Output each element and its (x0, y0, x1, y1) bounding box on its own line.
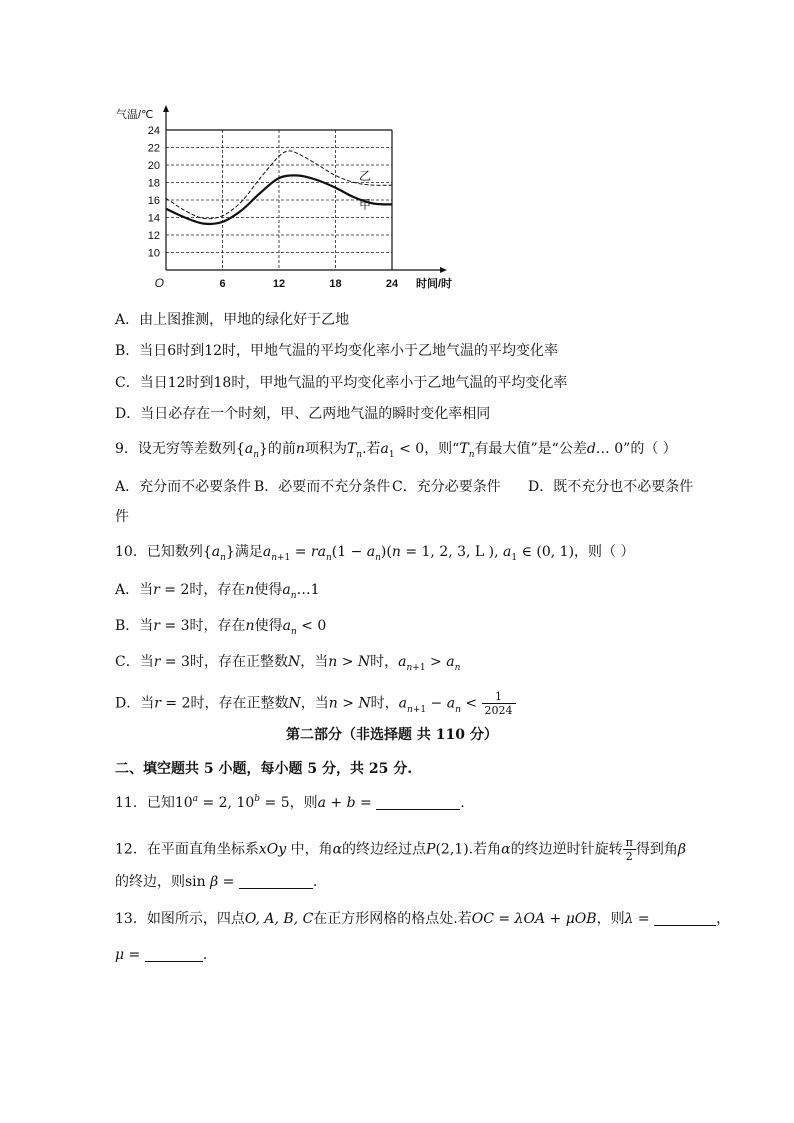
q11-stem: 11．已知$10^a = 2$, $10^b = 5$，则a + b = . (115, 794, 465, 811)
q8-option-a: A．由上图推测，甲地的绿化好于乙地 (115, 312, 350, 328)
answer-blank-lambda[interactable] (654, 911, 716, 926)
y-tick-22: 22 (147, 142, 160, 155)
q12-stem: 12．在平面直角坐标系xOy 中，角α的终边经过点P(2,1).若角α的终边逆时针旋转 $\frac{\pi}{2}$ 得到角β (115, 836, 686, 863)
x-axis-arrow (440, 267, 447, 273)
answer-blank-mu[interactable] (145, 947, 203, 962)
q8-option-d: D．当日必存在一个时刻，甲、乙两地气温的瞬时变化率相同 (115, 406, 491, 422)
q13-stem: 13．如图所示，四点O, A, B, C在正方形网格的格点处.若OC = λOA + μOB，则λ = ， (115, 911, 731, 927)
fraction-pi-over-2: $\frac{\pi}{2}$ (623, 836, 636, 863)
x-tick-6: 6 (219, 278, 226, 290)
y-tick-14: 14 (147, 212, 160, 225)
q9-option-c: C．充分必要条件 (392, 479, 501, 495)
q10-option-a: A．当r = 2时，存在n使得$a_n\dots 1$ (115, 582, 320, 601)
x-tick-24: 24 (385, 278, 399, 290)
q10-stem: 10．已知数列$\{a_n\}$满足$a_{n+1} = ra_n(1 - a_n)(n = 1$, 2, 3, L ), $a_1$ ∈ (0, 1)，则（ ） (115, 544, 635, 563)
q10-option-b: B．当r = 3时，存在n使得$a_n < 0$ (115, 618, 327, 637)
origin-label: O (154, 276, 164, 290)
q10-option-c: C．当r = 3时，存在正整数N，当n > N时，$a_{n+1} > a_n$ (115, 654, 461, 673)
answer-blank[interactable] (376, 795, 460, 810)
y-tick-20: 20 (147, 160, 160, 172)
part2-title: 第二部分（非选择题 共 110 分） (286, 727, 498, 743)
y-axis-arrow (163, 105, 169, 112)
q9-option-a: A．充分而不必要条件 (115, 479, 252, 495)
q9-stem: 9．设无穷等差数列$\{a_n\}$的前n项积为$T_n$.若$a_1 < 0$，则“$T_n$有最大值”是“公差d… 0”的（ ） (115, 441, 677, 460)
q9-option-b: B．必要而不充分条件 (254, 479, 391, 495)
y-tick-18: 18 (147, 177, 160, 190)
fraction-1-over-2024: $\frac{1}{2024}$ (482, 690, 516, 717)
q12-stem-line2: 的终边，则sin β = . (115, 874, 318, 890)
answer-blank[interactable] (239, 874, 313, 889)
q9-option-d: D．既不充分也不必要条件 (528, 479, 694, 495)
x-axis-label: 时间/时 (416, 278, 453, 290)
q8-option-c: C．当日12时到18时，甲地气温的平均变化率小于乙地气温的平均变化率 (115, 375, 568, 391)
q10-option-d: D．当r = 2时，存在正整数N，当n > N时，$a_{n+1} - a_n$ < $\frac{1}{2024}$ (115, 690, 516, 717)
x-tick-18: 18 (329, 278, 342, 290)
q8-option-b: B．当日6时到12时，甲地气温的平均变化率小于乙地气温的平均变化率 (115, 343, 559, 359)
y-tick-16: 16 (147, 195, 160, 207)
y-tick-10: 10 (147, 247, 160, 260)
section-fill-in-blank: 二、填空题共 5 小题，每小题 5 分，共 25 分. (115, 761, 413, 777)
y-tick-24: 24 (147, 125, 160, 137)
x-tick-12: 12 (272, 278, 286, 290)
q9-option-d-wrap: 件 (115, 509, 129, 525)
series-label-乙: 乙 (359, 168, 372, 183)
q13-stem-line2: μ = . (115, 947, 208, 963)
temperature-chart (110, 100, 470, 295)
y-tick-12: 12 (147, 230, 160, 242)
series-label-甲: 甲 (359, 197, 372, 212)
y-axis-label: 气温/℃ (116, 109, 154, 121)
